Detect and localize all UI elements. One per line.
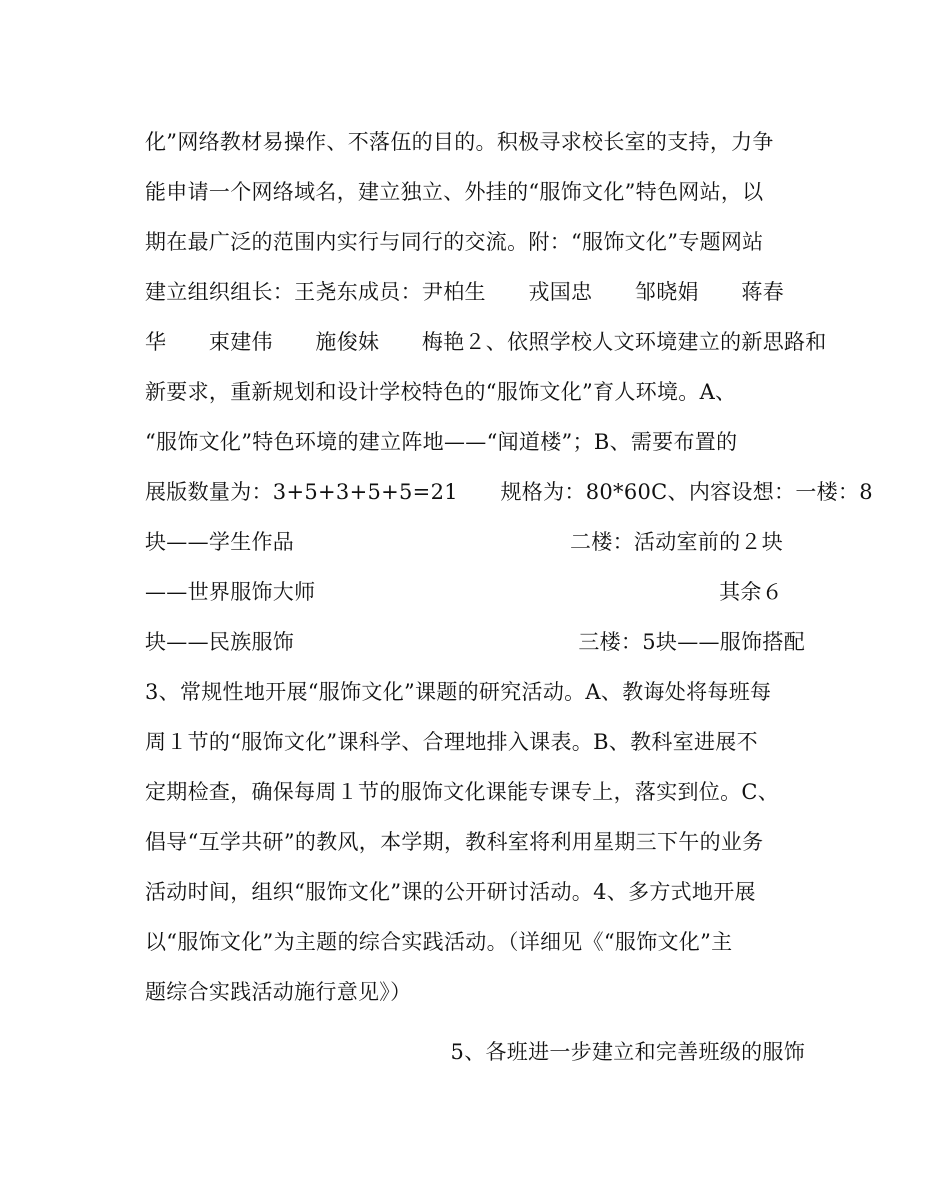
text-line-17: 以“服饰文化”为主题的综合实践活动。（详细见《“服饰文化”主 xyxy=(145,930,733,954)
text-line-14: 定期检查，确保每周１节的服饰文化课能专课专上，落实到位。C、 xyxy=(145,780,780,804)
text-line-4: 建立组织组长：王尧东成员：尹柏生 戎国忠 邹晓娟 蒋春 xyxy=(145,280,784,304)
text-line-1: 化”网络教材易操作、不落伍的目的。积极寻求校长室的支持，力争 xyxy=(145,130,774,154)
text-line-9 xyxy=(145,522,805,562)
text-line-11 xyxy=(145,622,805,662)
text-line-3: 期在最广泛的范围内实行与同行的交流。附：“服饰文化”专题网站 xyxy=(145,230,764,254)
text-line-7: “服饰文化”特色环境的建立阵地——“闻道楼”；B、需要布置的 xyxy=(145,430,738,454)
text-line-15: 倡导“互学共研”的教风，本学期，教科室将利用星期三下午的业务 xyxy=(145,830,764,854)
text-line-19: 5、各班进一步建立和完善班级的服饰 xyxy=(450,1040,805,1064)
text-line-10 xyxy=(145,572,805,612)
text-line-9-left: 块——学生作品 xyxy=(145,530,295,554)
text-line-2: 能申请一个网络域名，建立独立、外挂的“服饰文化”特色网站，以 xyxy=(145,180,764,204)
text-line-16: 活动时间，组织“服饰文化”课的公开研讨活动。4、多方式地开展 xyxy=(145,880,756,904)
text-line-13: 周１节的“服饰文化”课科学、合理地排入课表。B、教科室进展不 xyxy=(145,730,758,754)
text-line-11-right: 三楼：5块——服饰搭配 xyxy=(578,630,805,654)
text-line-6: 新要求，重新规划和设计学校特色的“服饰文化”育人环境。A、 xyxy=(145,380,737,404)
text-line-8: 展版数量为：3+5+3+5+5=21 规格为：80*60C、内容设想：一楼：8 xyxy=(145,480,873,504)
text-line-5: 华 束建伟 施俊妹 梅艳２、依照学校人文环境建立的新思路和 xyxy=(145,330,827,354)
text-line-10-left: ——世界服饰大师 xyxy=(145,580,316,604)
text-line-12: 3、常规性地开展“服饰文化”课题的研究活动。A、教诲处将每班每 xyxy=(145,680,772,704)
text-line-11-left: 块——民族服饰 xyxy=(145,630,295,654)
text-line-9-right: 二楼：活动室前的２块 xyxy=(570,530,783,554)
text-line-10-right: 其余６ xyxy=(719,580,783,604)
text-line-18: 题综合实践活动施行意见》） xyxy=(145,980,412,1004)
